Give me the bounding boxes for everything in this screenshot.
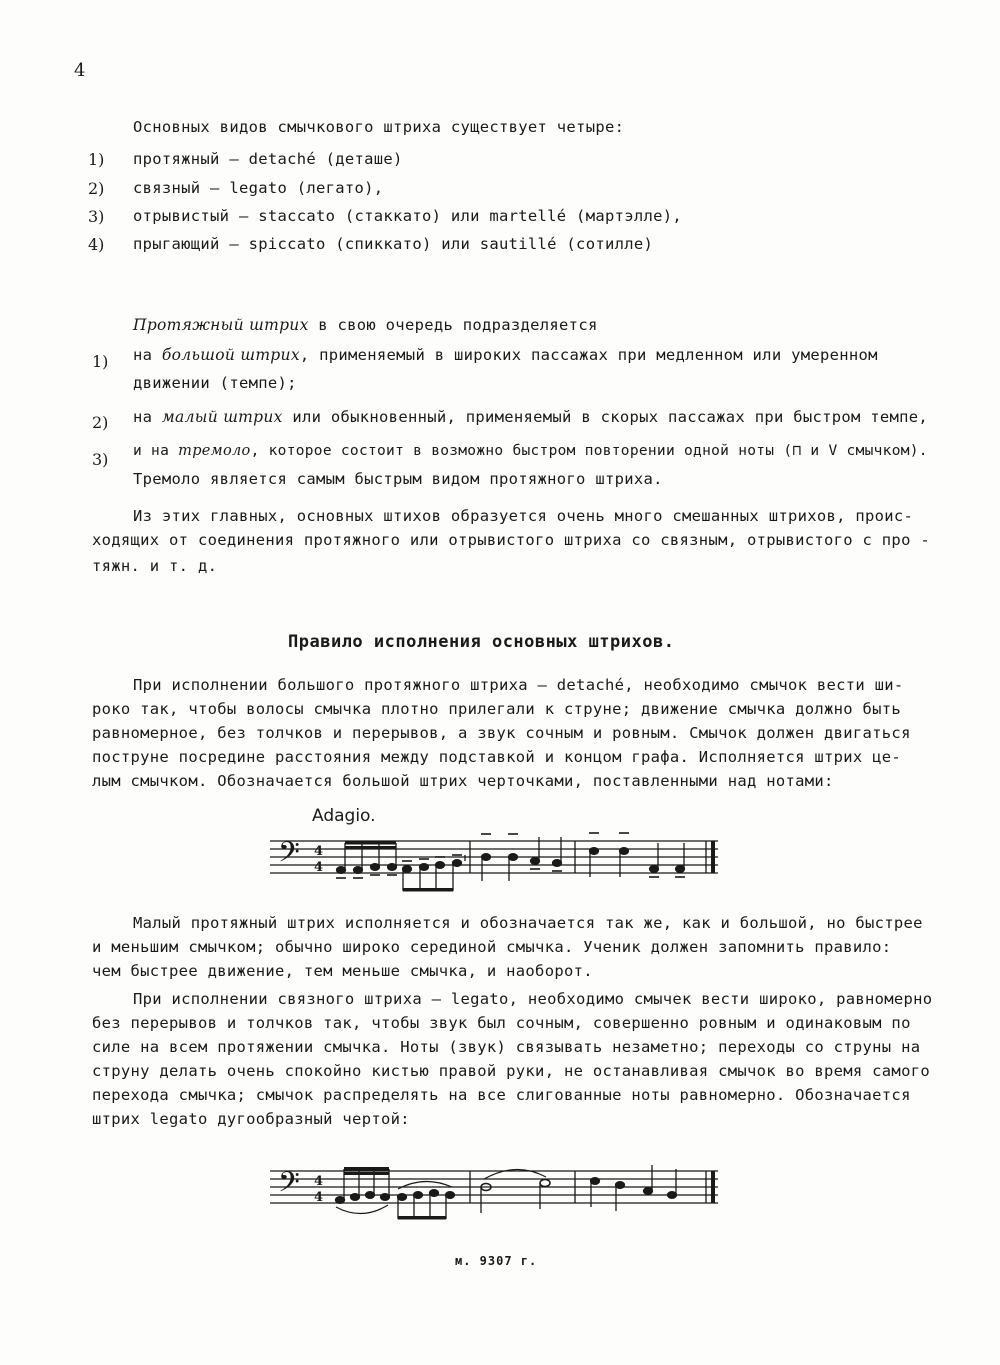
paragraph-line: Из этих главных, основных штихов образуется очень много смешанных штрихов, проис- [133, 507, 914, 525]
paragraph-line: тяжн. и т. д. [92, 557, 218, 575]
term: малый штрих [161, 408, 283, 426]
svg-text:𝄢: 𝄢 [278, 836, 300, 876]
list-item [133, 346, 878, 364]
tempo-marking: Adagio. [312, 806, 376, 826]
text: , применяемый в широких пассажах при медленном или умеренном [299, 346, 878, 364]
text: или обыкновенный, применяемый в скорых пассажах при быстром темпе, [282, 408, 929, 426]
paragraph-line: При исполнении связного штриха – legato, необходимо смычек вести широко, равномерно [133, 990, 933, 1008]
page-number: 4 [74, 60, 86, 81]
list-item-continuation: движении (темпе); [133, 374, 297, 392]
paragraph-line: и меньшим смычком; обычно широко серединой смычка. Ученик должен запомнить правило: [92, 938, 892, 956]
text: и на [133, 443, 179, 459]
svg-text:4: 4 [314, 1190, 324, 1205]
slur-marks [336, 1169, 546, 1213]
bass-clef-icon [278, 1166, 300, 1206]
intro-line: Основных видов смычкового штриха существует четыре: [133, 118, 625, 136]
paragraph-line: равномерное, без толчков и перерывов, а звук сочным и ровным. Смычок должен двигаться [92, 724, 911, 742]
paragraph-line: штрих legato дугообразный чертой: [92, 1110, 410, 1128]
publisher-mark: м. 9307 г. [455, 1254, 538, 1268]
list-item: протяжный – detaché (деташе) [133, 150, 403, 168]
text: на [133, 346, 162, 364]
paragraph-line: без перерывов и толчков так, чтобы звук был сочным, совершенно ровным и одинаковым по [92, 1014, 911, 1032]
music-example-detache [270, 825, 730, 895]
term: тремоло [178, 443, 251, 459]
term: Протяжный штрих [133, 316, 309, 334]
list-number: 1) [92, 352, 109, 371]
svg-text:4: 4 [314, 1174, 324, 1189]
svg-text:4: 4 [314, 860, 324, 875]
paragraph-line: чем быстрее движение, тем меньше смычка, и наоборот. [92, 962, 593, 980]
paragraph-line: ходящих от соединения протяжного или отрывистого штриха со связным, отрывистого с про - [92, 531, 930, 549]
list-number: 3) [92, 450, 109, 469]
note-group-2 [398, 1190, 455, 1220]
time-signature [314, 1174, 323, 1205]
subdivision-intro-text: в свою очередь подразделяется [308, 316, 598, 334]
list-number: 4) [88, 235, 105, 254]
note-group-4 [590, 843, 685, 877]
svg-text:𝄢: 𝄢 [278, 1166, 300, 1206]
paragraph-line: силе на всем протяжении смычка. Ноты (звук) связывать незаметно; переходы со струны на [92, 1038, 921, 1056]
paragraph-line: поструне посредине расстояния между подставкой и концом графа. Исполняется штрих це- [92, 748, 902, 766]
list-item [133, 443, 928, 459]
note-group-3 [482, 837, 562, 881]
paragraph-line: перехода смычка; смычок распределять на все слигованные ноты равномерно. Обозначается [92, 1086, 911, 1104]
paragraph-line: Малый протяжный штрих исполняется и обозначается так же, как и большой, но быстрее [133, 914, 923, 932]
list-number: 2) [88, 179, 105, 198]
list-item: связный – legato (легато), [133, 179, 384, 197]
paragraph-line: При исполнении большого протяжного штриха – detaché, необходимо смычок вести ши- [133, 676, 904, 694]
list-number: 3) [88, 207, 105, 226]
subdivision-intro [133, 316, 598, 334]
text: , которое состоит в возможно быстром повторении одной ноты (⊓ и V смычком). [250, 443, 928, 459]
note-group-3 [481, 1180, 550, 1214]
note-group-4 [591, 1165, 677, 1211]
paragraph-line: струну делать очень спокойно кистью правой руки, не останавливая смычок во время самого [92, 1062, 930, 1080]
list-item-continuation: Тремоло является самым быстрым видом протяжного штриха. [133, 470, 663, 488]
time-signature [314, 844, 323, 875]
notes [336, 833, 715, 892]
section-heading: Правило исполнения основных штрихов. [288, 632, 675, 652]
term: большой штрих [161, 346, 300, 364]
list-number: 2) [92, 413, 109, 432]
notes [336, 1165, 716, 1220]
text: на [133, 408, 162, 426]
svg-text:4: 4 [314, 844, 324, 859]
list-item: прыгающий – spiccato (спиккато) или sautillé (сотилле) [133, 235, 654, 253]
bass-clef-icon [278, 836, 300, 876]
music-example-legato [270, 1155, 730, 1225]
list-item: отрывистый – staccato (стаккато) или martellé (мартэлле), [133, 207, 683, 225]
note-group-1 [336, 1167, 390, 1203]
paragraph-line: роко так, чтобы волосы смычка плотно прилегали к струне; движение смычка должно быть [92, 700, 902, 718]
paragraph-line: лым смычком. Обозначается большой штрих черточками, поставленными над нотами: [92, 772, 834, 790]
list-item [133, 408, 928, 426]
list-number: 1) [88, 150, 105, 169]
